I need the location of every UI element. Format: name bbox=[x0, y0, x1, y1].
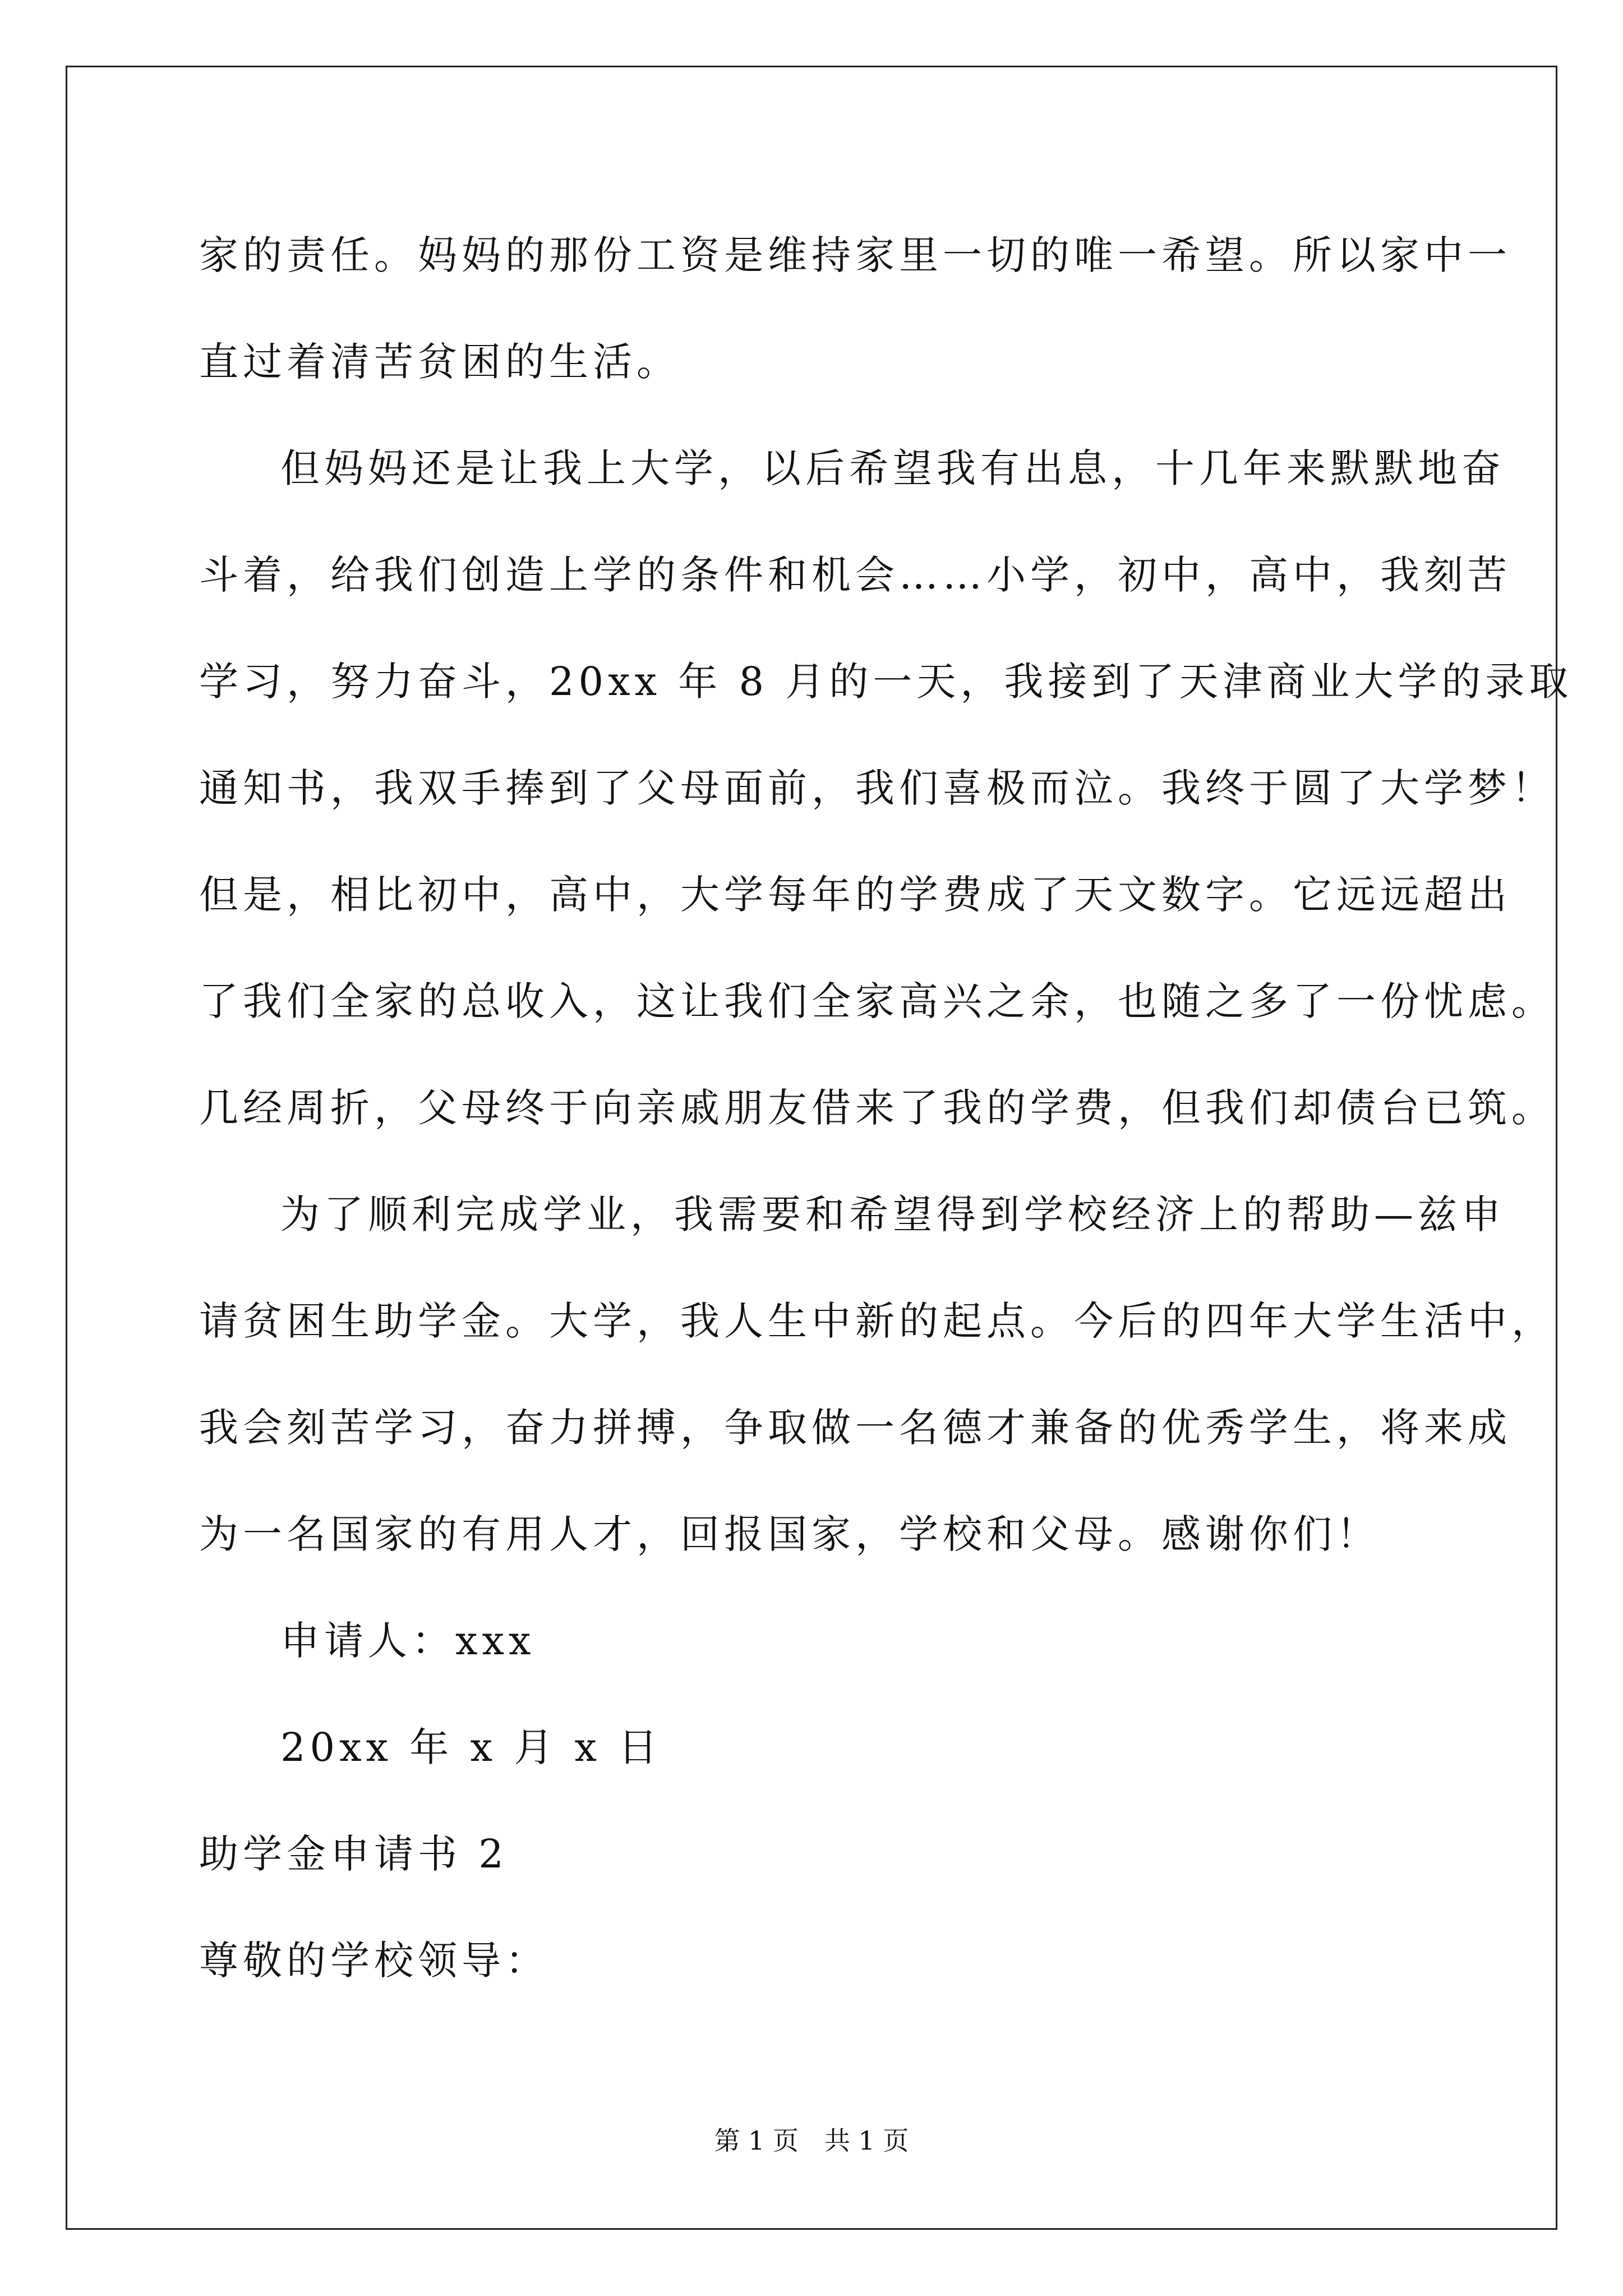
document-body bbox=[199, 202, 1573, 2014]
text-line: 我会刻苦学习，奋力拼搏，争取做一名德才兼备的优秀学生，将来成 bbox=[199, 1405, 1511, 1451]
text-line: 直过着清苦贫困的生活。 bbox=[199, 339, 680, 385]
text-line: 为了顺利完成学业，我需要和希望得到学校经济上的帮助—兹申 bbox=[280, 1191, 1505, 1237]
text-line: 但妈妈还是让我上大学，以后希望我有出息，十几年来默默地奋 bbox=[280, 445, 1505, 491]
text-line: 几经周折，父母终于向亲戚朋友借来了我的学费，但我们却债台已筑。 bbox=[199, 1085, 1555, 1131]
text-line: 了我们全家的总收入，这让我们全家高兴之余，也随之多了一份忧虑。 bbox=[199, 978, 1555, 1024]
text-line: 请贫困生助学金。大学，我人生中新的起点。今后的四年大学生活中， bbox=[199, 1298, 1555, 1344]
salutation-line: 尊敬的学校领导： bbox=[199, 1938, 549, 1984]
section-heading: 助学金申请书 2 bbox=[199, 1831, 508, 1877]
text-line: 通知书，我双手捧到了父母面前，我们喜极而泣。我终于圆了大学梦！ bbox=[199, 765, 1555, 811]
date-line: 20xx 年 x 月 x 日 bbox=[280, 1724, 662, 1770]
text-line: 家的责任。妈妈的那份工资是维持家里一切的唯一希望。所以家中一 bbox=[199, 232, 1511, 278]
text-line: 为一名国家的有用人才，回报国家，学校和父母。感谢你们！ bbox=[199, 1511, 1380, 1557]
page-footer: 第 1 页 共 1 页 bbox=[714, 2125, 909, 2156]
text-line: 学习，努力奋斗，20xx 年 8 月的一天，我接到了天津商业大学的录取 bbox=[199, 659, 1573, 705]
text-line: 但是，相比初中，高中，大学每年的学费成了天文数字。它远远超出 bbox=[199, 872, 1511, 918]
text-line: 斗着，给我们创造上学的条件和机会……小学，初中，高中，我刻苦 bbox=[199, 552, 1511, 598]
applicant-line: 申请人：xxx bbox=[280, 1618, 536, 1664]
